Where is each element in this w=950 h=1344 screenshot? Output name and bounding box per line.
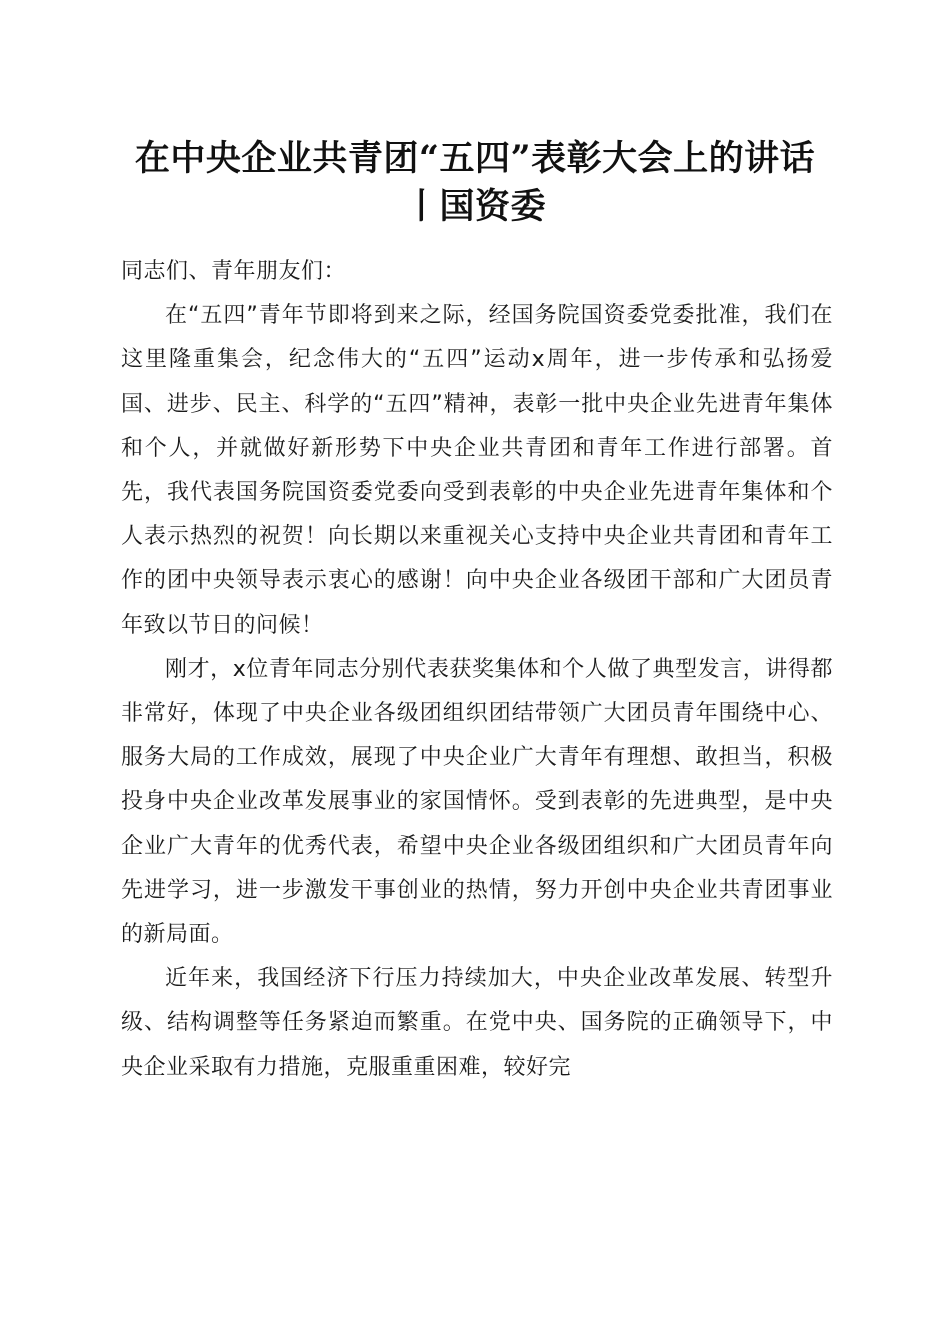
document-title [100,135,850,231]
paragraph-2: 刚才，x位青年同志分别代表获奖集体和个人做了典型发言，讲得都非常好，体现了中央企业各级团组织团结带领广大团员青年围绕中心、服务大局的工作成效，展现了中央企业广大青年有理想、敢担当，积极投身中央企业改革发展事业的家国情怀。受到表彰的先进典型，是中央企业广大青年的优秀代表，希望中央企业各级团组织和广大团员青年向先进学习，进一步激发干事创业的热情，努力开创中央企业共青团事业的新局面。 [121,656,833,948]
paragraph-1: 在“五四”青年节即将到来之际，经国务院国资委党委批准，我们在这里隆重集会，纪念伟大的“五四”运动x周年，进一步传承和弘扬爱国、进步、民主、科学的“五四”精神，表彰一批中央企业先进青年集体和个人，并就做好新形势下中央企业共青团和青年工作进行部署。首先，我代表国务院国资委党委向受到表彰的中央企业先进青年集体和个人表示热烈的祝贺！向长期以来重视关心支持中央企业共青团和青年工作的团中央领导表示衷心的感谢！向中央企业各级团干部和广大团员青年致以节日的问候！ [121,303,833,638]
salutation: 同志们、青年朋友们： [121,259,347,284]
paragraph-3: 近年来，我国经济下行压力持续加大，中央企业改革发展、转型升级、结构调整等任务紧迫而繁重。在党中央、国务院的正确领导下，中央企业采取有力措施，克服重重困难，较好完 [121,966,833,1080]
title-line-2: 丨国资委 [403,186,546,227]
document-body [121,250,833,1090]
title-line-1: 在中央企业共青团“五四”表彰大会上的讲话 [134,138,816,179]
